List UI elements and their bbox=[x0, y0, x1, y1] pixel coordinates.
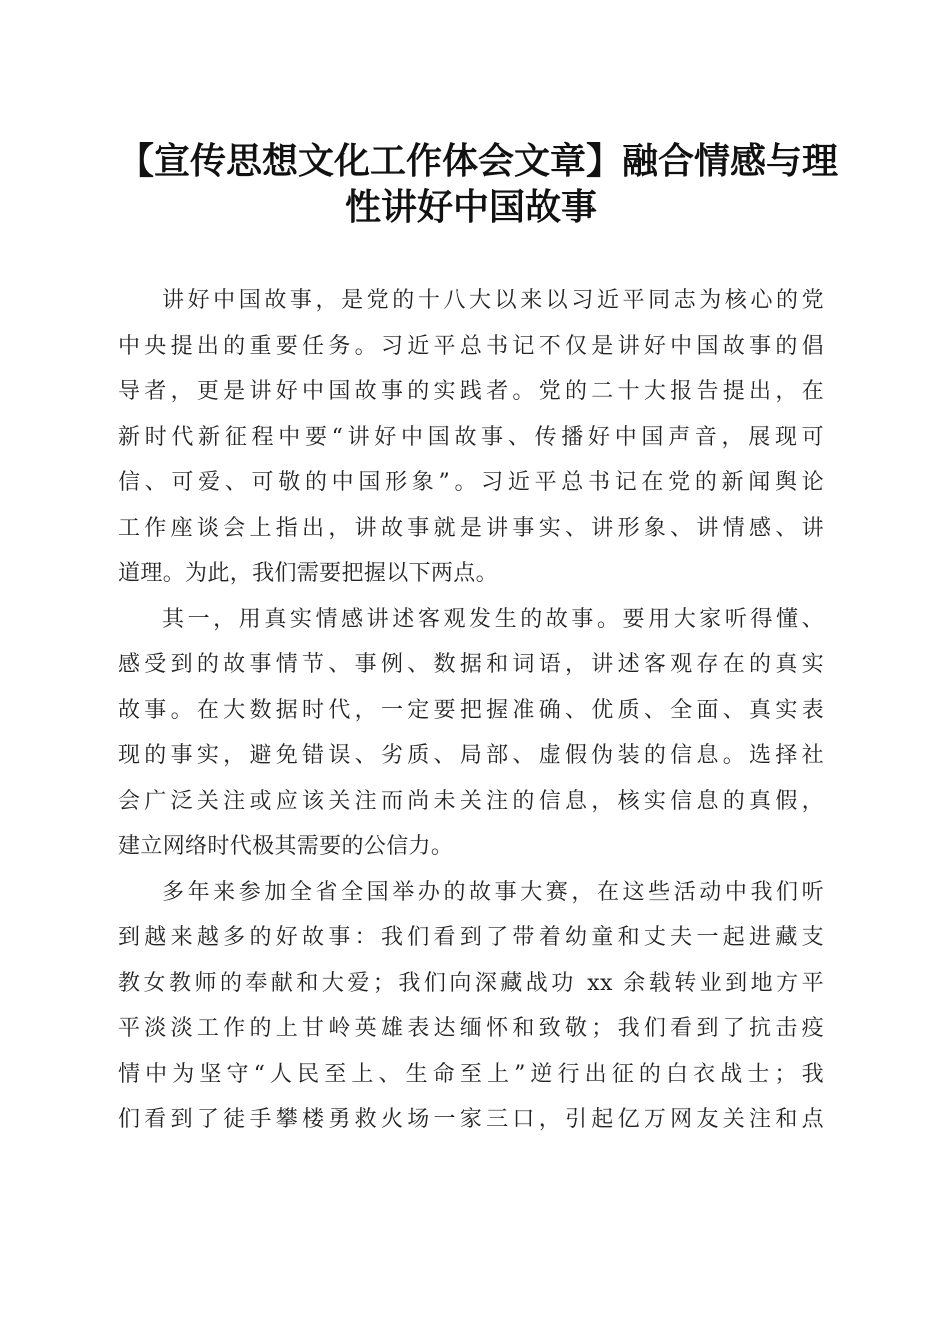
text-line: 道理。为此，我们需要把握以下两点。 bbox=[118, 561, 498, 586]
paragraph-3 bbox=[118, 870, 824, 1143]
document-title bbox=[118, 138, 839, 230]
text-line: 其一，用真实情感讲述客观发生的故事。要用大家听得懂、 bbox=[162, 606, 824, 632]
text-line: 讲好中国故事，是党的十八大以来以习近平同志为核心的党 bbox=[162, 288, 824, 313]
text-line: 新时代新征程中要“讲好中国故事、传播好中国声音，展现可 bbox=[118, 424, 824, 450]
paragraph-1 bbox=[118, 278, 824, 597]
text-line: 信、可爱、可敬的中国形象”。习近平总书记在党的新闻舆论 bbox=[118, 470, 824, 495]
text-line: 平淡淡工作的上甘岭英雄表达缅怀和致敬；我们看到了抗击疫 bbox=[118, 1016, 824, 1041]
text-line: 们看到了徒手攀楼勇救火场一家三口，引起亿万网友关注和点 bbox=[118, 1107, 824, 1132]
document-body bbox=[118, 278, 824, 1143]
text-line: 故事。在大数据时代，一定要把握准确、优质、全面、真实表 bbox=[118, 697, 824, 723]
text-line: 教女教师的奉献和大爱；我们向深藏战功 xx 余载转业到地方平 bbox=[118, 970, 824, 996]
text-line: 中央提出的重要任务。习近平总书记不仅是讲好中国故事的倡 bbox=[118, 333, 824, 359]
text-line: 多年来参加全省全国举办的故事大赛，在这些活动中我们听 bbox=[162, 879, 824, 905]
text-line: 会广泛关注或应该关注而尚未关注的信息，核实信息的真假， bbox=[118, 788, 824, 814]
text-line: 建立网络时代极其需要的公信力。 bbox=[118, 834, 454, 859]
text-line: 到越来越多的好故事：我们看到了带着幼童和丈夫一起进藏支 bbox=[118, 925, 824, 950]
title-line: 性讲好中国故事 bbox=[344, 186, 597, 228]
text-line: 感受到的故事情节、事例、数据和词语，讲述客观存在的真实 bbox=[118, 652, 824, 677]
text-line: 情中为坚守“人民至上、生命至上”逆行出征的白衣战士；我 bbox=[118, 1061, 824, 1087]
text-line: 现的事实，避免错误、劣质、局部、虚假伪装的信息。选择社 bbox=[118, 743, 824, 768]
text-line: 工作座谈会上指出，讲故事就是讲事实、讲形象、讲情感、讲 bbox=[118, 515, 824, 541]
paragraph-2 bbox=[118, 597, 824, 870]
text-line: 导者，更是讲好中国故事的实践者。党的二十大报告提出，在 bbox=[118, 379, 824, 404]
title-line: 【宣传思想文化工作体会文章】融合情感与理 bbox=[118, 140, 839, 182]
